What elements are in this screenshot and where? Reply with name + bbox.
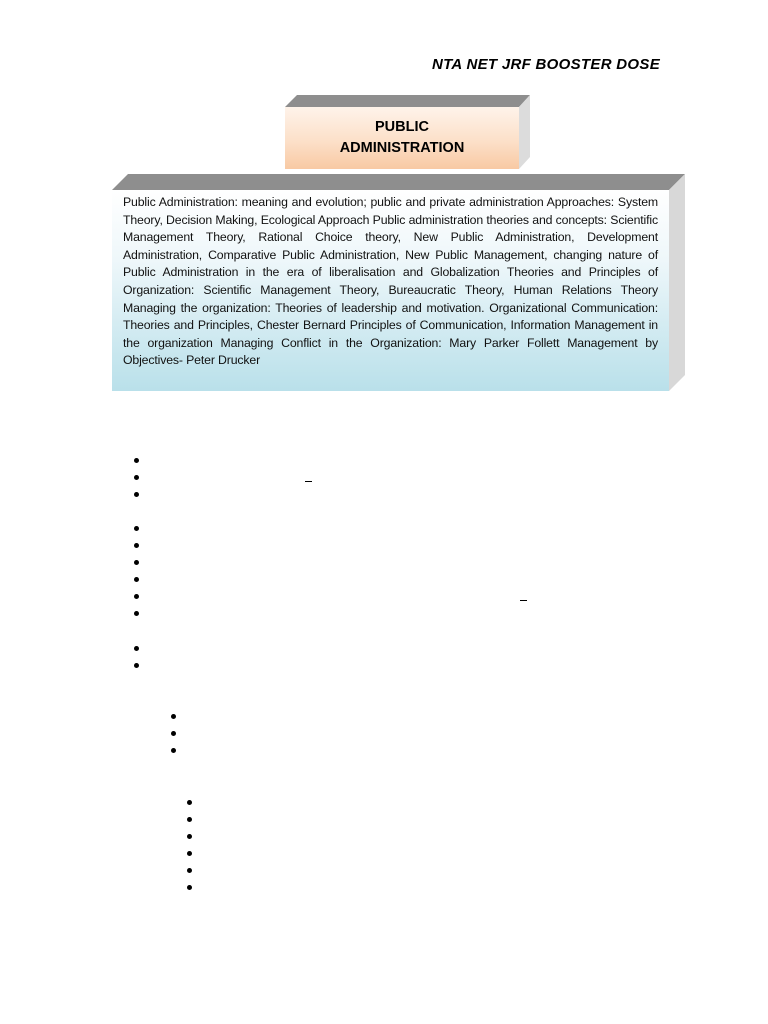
list-bullet	[134, 526, 139, 531]
list-bullet	[134, 611, 139, 616]
description-box-front	[112, 190, 669, 391]
section-title-line2: ADMINISTRATION	[339, 140, 465, 156]
syllabus-description-box	[112, 174, 685, 391]
list-bullet	[171, 748, 176, 753]
list-bullet	[187, 851, 192, 856]
document-header-title: NTA NET JRF BOOSTER DOSE	[431, 56, 660, 73]
list-bullet	[187, 868, 192, 873]
description-box-top-face	[112, 174, 685, 190]
dash-mark	[520, 600, 527, 601]
list-bullet	[171, 714, 176, 719]
section-title	[285, 107, 519, 169]
section-title-box	[285, 95, 530, 173]
syllabus-description-text: Public Administration: meaning and evolution; public and private administration Approaches: System Theory, Decision Making, Ecological Approach Public administration theories and concepts: Scientific Management Theory, Rational Choice theory, New Public Administration, Development Administration, Comparative Public Administration, New Public Management, changing nature of Public Administration in the era of liberalisation and Globalization Theories and Principles of Organization: Scientific Management Theory, Bureaucratic Theory, Human Relations Theory Managing the organization: Theories of leadership and motivation. Organizational Communication: Theories and Principles, Chester Bernard Principles of Communication, Information Management in the organization Managing Conflict in the Organization: Mary Parker Follett Management by Objectives- Peter Drucker	[123, 195, 658, 368]
description-box-side-face	[669, 174, 685, 391]
section-title-line1: PUBLIC	[375, 119, 429, 135]
list-bullet	[187, 817, 192, 822]
list-bullet	[134, 458, 139, 463]
list-bullet	[134, 492, 139, 497]
list-bullet	[134, 663, 139, 668]
list-bullet	[171, 731, 176, 736]
list-bullet	[134, 594, 139, 599]
list-bullet	[134, 560, 139, 565]
title-box-side-face	[519, 95, 530, 169]
list-bullet	[187, 800, 192, 805]
dash-mark	[305, 481, 312, 482]
list-bullet	[134, 543, 139, 548]
list-bullet	[134, 646, 139, 651]
list-bullet	[187, 885, 192, 890]
list-bullet	[187, 834, 192, 839]
list-bullet	[134, 577, 139, 582]
title-box-top-face	[285, 95, 530, 107]
list-bullet	[134, 475, 139, 480]
